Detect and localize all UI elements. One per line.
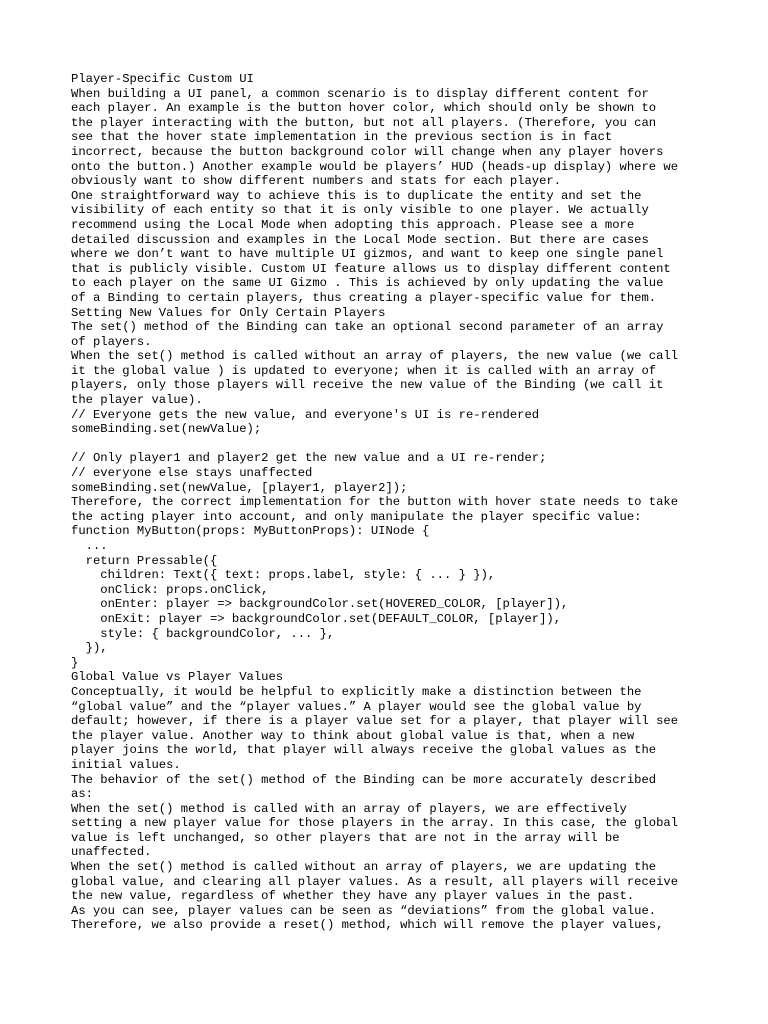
paragraph-line: where we don’t want to have multiple UI gizmos, and want to keep one single panel (71, 247, 664, 262)
paragraph-line: The set() method of the Binding can take an optional second parameter of an array (71, 320, 664, 335)
paragraph-line: as: (71, 787, 93, 802)
paragraph-line: visibility of each entity so that it is only visible to one player. We actually (71, 203, 649, 218)
paragraph-line: When the set() method is called with an array of players, we are effectively (71, 801, 627, 816)
paragraph-line: to each player on the same UI Gizmo . This is achieved by only updating the value (71, 276, 664, 291)
paragraph-line: initial values. (71, 757, 181, 772)
code-line: children: Text({ text: props.label, style: { ... } }), (71, 568, 496, 583)
code-line: // Everyone gets the new value, and everyone's UI is re-rendered (71, 407, 540, 422)
paragraph-line: incorrect, because the button background color will change when any player hovers (71, 144, 664, 159)
code-line: // everyone else stays unaffected (71, 466, 313, 481)
code-line: }), (71, 641, 108, 656)
section-heading: Player-Specific Custom UI (71, 72, 254, 86)
code-line: ... (71, 539, 108, 553)
paragraph-line: The behavior of the set() method of the Binding can be more accurately described (71, 772, 657, 787)
paragraph-line: each player. An example is the button hover color, which should only be shown to (71, 101, 657, 116)
code-line: onExit: player => backgroundColor.set(DEFAULT_COLOR, [player]), (71, 611, 562, 626)
paragraph-line: Therefore, we also provide a reset() method, which will remove the player values, (71, 918, 664, 933)
code-line: someBinding.set(newValue); (71, 422, 262, 437)
paragraph-line: As you can see, player values can be seen as “deviations” from the global value. (71, 903, 657, 918)
paragraph-line: default; however, if there is a player value set for a player, that player will see (71, 714, 679, 729)
paragraph-line: Conceptually, it would be helpful to explicitly make a distinction between the (71, 684, 642, 699)
paragraph-line: the player value). (71, 393, 203, 408)
code-line: // Only player1 and player2 get the new value and a UI re-render; (71, 451, 547, 466)
blank-line (71, 437, 711, 452)
section-heading: Global Value vs Player Values (71, 670, 284, 685)
paragraph-line: When the set() method is called without an array of players, we are updating the (71, 860, 657, 875)
paragraph-line: “global value” and the “player values.” A player would see the global value by (71, 699, 642, 714)
paragraph-line: of a Binding to certain players, thus creating a player-specific value for them. (71, 290, 657, 305)
paragraph-line: the player interacting with the button, but not all players. (Therefore, you can (71, 115, 657, 130)
paragraph-line: players, only those players will receive the new value of the Binding (we call it (71, 378, 664, 393)
paragraph-line: When building a UI panel, a common scenario is to display different content for (71, 86, 649, 101)
paragraph-line: it the global value ) is updated to everyone; when it is called with an array of (71, 363, 657, 378)
code-line: someBinding.set(newValue, [player1, player2]); (71, 480, 408, 495)
paragraph-line: When the set() method is called without an array of players, the new value (we call (71, 349, 679, 364)
paragraph-line: onto the button.) Another example would be players’ HUD (heads-up display) where we (71, 159, 679, 174)
section-heading: Setting New Values for Only Certain Players (71, 305, 386, 320)
paragraph-line: obviously want to show different numbers and stats for each player. (71, 174, 562, 189)
paragraph-line: unaffected. (71, 845, 152, 860)
code-line: function MyButton(props: MyButtonProps): UINode { (71, 524, 430, 539)
paragraph-line: see that the hover state implementation in the previous section is in fact (71, 130, 613, 145)
paragraph-line: global value, and clearing all player values. As a result, all players will receive (71, 874, 679, 889)
code-line: } (71, 655, 79, 670)
paragraph-line: the player value. Another way to think about global value is that, when a new (71, 728, 635, 743)
paragraph-line: the new value, regardless of whether they have any player values in the past. (71, 889, 635, 904)
paragraph-line: of players. (71, 334, 152, 349)
paragraph-line: player joins the world, that player will always receive the global values as the (71, 743, 657, 758)
paragraph-line: value is left unchanged, so other players that are not in the array will be (71, 830, 620, 845)
paragraph-line: recommend using the Local Mode when adopting this approach. Please see a more (71, 217, 635, 232)
code-line: return Pressable({ (71, 553, 218, 568)
paragraph-line: One straightforward way to achieve this is to duplicate the entity and set the (71, 188, 642, 203)
document-page (71, 72, 711, 933)
paragraph-line: the acting player into account, and only manipulate the player specific value: (71, 509, 642, 524)
paragraph-line: setting a new player value for those players in the array. In this case, the global (71, 816, 679, 831)
code-line: style: { backgroundColor, ... }, (71, 626, 335, 641)
paragraph-line: Therefore, the correct implementation for the button with hover state needs to take (71, 495, 679, 510)
code-line: onEnter: player => backgroundColor.set(HOVERED_COLOR, [player]), (71, 597, 569, 612)
code-line: onClick: props.onClick, (71, 582, 269, 597)
paragraph-line: that is publicly visible. Custom UI feature allows us to display different content (71, 261, 671, 276)
paragraph-line: detailed discussion and examples in the Local Mode section. But there are cases (71, 232, 649, 247)
